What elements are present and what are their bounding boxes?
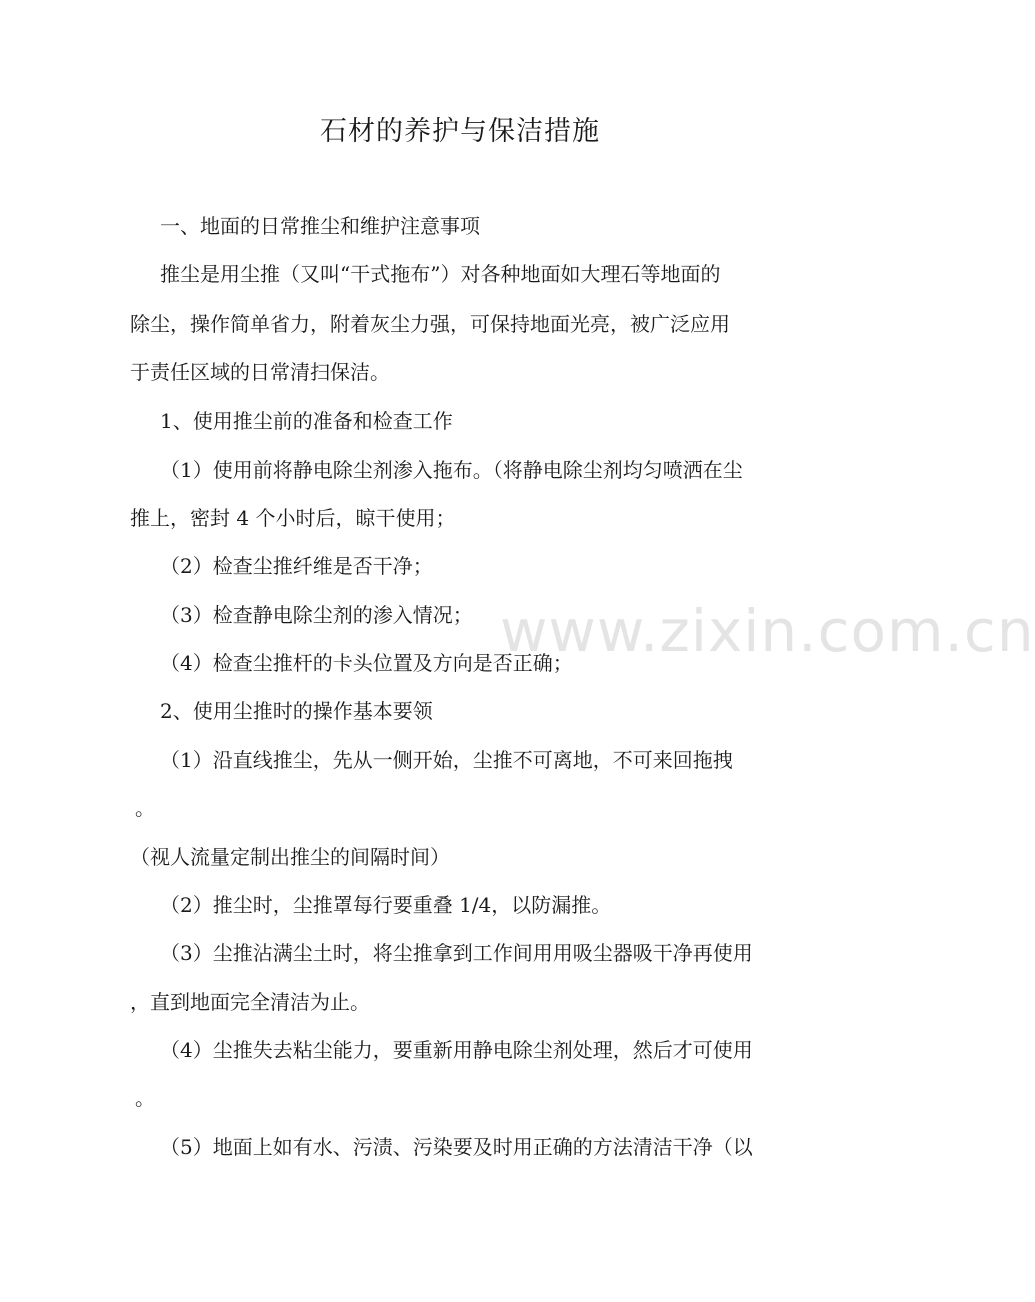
paragraph-line: 推上，密封 4 个小时后，晾干使用； xyxy=(130,506,456,530)
paragraph-line: 。 xyxy=(135,1086,155,1110)
document-title: 石材的养护与保洁措施 xyxy=(320,116,600,147)
paragraph-line: 除尘，操作简单省力，附着灰尘力强，可保持地面光亮，被广泛应用 xyxy=(130,312,730,336)
paragraph-line: 于责任区域的日常清扫保洁。 xyxy=(130,360,390,384)
list-item: （1）沿直线推尘，先从一侧开始，尘推不可离地，不可来回拖拽 xyxy=(160,748,733,772)
section-heading: 一、地面的日常推尘和维护注意事项 xyxy=(160,214,480,238)
paragraph-line: （视人流量定制出推尘的间隔时间） xyxy=(130,845,450,869)
list-item: （5）地面上如有水、污渍、污染要及时用正确的方法清洁干净（以 xyxy=(160,1135,753,1159)
paragraph-line: （1）使用前将静电除尘剂渗入拖布。（将静电除尘剂均匀喷洒在尘 xyxy=(160,458,743,482)
subsection-heading: 2、使用尘推时的操作基本要领 xyxy=(160,699,433,723)
list-item: （4）检查尘推杆的卡头位置及方向是否正确； xyxy=(160,651,573,675)
list-item: （3）尘推沾满尘土时，将尘推拿到工作间用用吸尘器吸干净再使用 xyxy=(160,941,753,965)
subsection-heading: 1、使用推尘前的准备和检查工作 xyxy=(160,409,453,433)
paragraph-line: 推尘是用尘推（又叫“干式拖布”）对各种地面如大理石等地面的 xyxy=(160,262,721,286)
paragraph-line: ，直到地面完全清洁为止。 xyxy=(130,990,370,1014)
list-item: （3）检查静电除尘剂的渗入情况； xyxy=(160,603,473,627)
watermark: www.zixin.com.cn xyxy=(500,597,1035,665)
list-item: （4）尘推失去粘尘能力，要重新用静电除尘剂处理，然后才可使用 xyxy=(160,1038,753,1062)
list-item: （2）检查尘推纤维是否干净； xyxy=(160,554,433,578)
paragraph-line: 。 xyxy=(135,796,155,820)
list-item: （2）推尘时，尘推罩每行要重叠 1/4，以防漏推。 xyxy=(160,893,612,917)
